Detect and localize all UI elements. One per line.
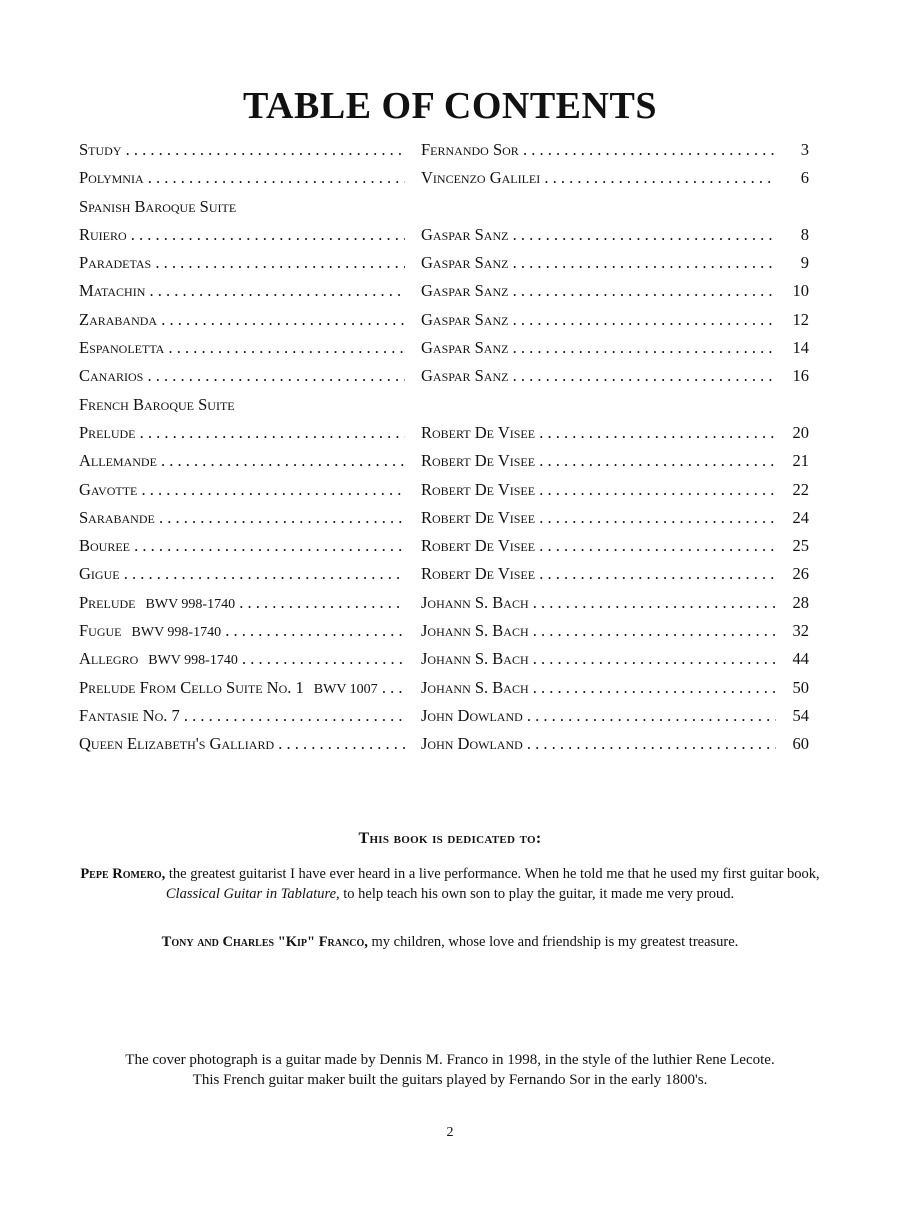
toc-entry	[79, 277, 809, 305]
toc-entry	[79, 249, 809, 277]
toc-entry-page-number: 9	[800, 253, 809, 273]
toc-entry-left	[79, 730, 405, 758]
toc-entry-page-number: 54	[792, 705, 809, 725]
toc-entry-page-number: 32	[792, 621, 809, 641]
toc-entry	[79, 617, 809, 645]
toc-entry	[79, 334, 809, 362]
toc-entry-composer: Gaspar Sanz . . .	[421, 362, 776, 390]
cover-note-line-1: The cover photograph is a guitar made by Dennis M. Franco in 1998, in the style of the luthier Rene Lecote.	[125, 1052, 775, 1068]
toc-entry-composer: John Dowland . . .	[421, 730, 776, 758]
toc-section-heading	[79, 193, 809, 221]
toc-entry-composer: Fernando Sor . . .	[421, 136, 776, 164]
toc-entry	[79, 419, 809, 447]
toc-entry-title: Allemande	[79, 451, 157, 471]
dedication-heading: This book is dedicated to:	[358, 830, 542, 847]
section-heading-text: French Baroque Suite	[79, 394, 235, 414]
toc-entry-page-number: 8	[800, 224, 809, 244]
toc-entry-page-number: 26	[792, 564, 809, 584]
toc-entry	[79, 532, 809, 560]
toc-entry	[79, 702, 809, 730]
toc-entry	[79, 306, 809, 334]
toc-entry	[79, 164, 809, 192]
toc-section-heading	[79, 391, 809, 419]
toc-entry-title: Espanoletta	[79, 338, 165, 358]
toc-entry-page-number: 16	[792, 366, 809, 386]
toc-entry-title: Ruiero	[79, 224, 127, 244]
toc-entry-composer: Robert De Visee . . .	[421, 476, 776, 504]
toc-entry-left	[79, 674, 405, 704]
toc-entry-page-number: 60	[792, 734, 809, 754]
toc-entry-left	[79, 136, 405, 164]
toc-entry-composer: Robert De Visee . . .	[421, 504, 776, 532]
toc-entry-composer: Robert De Visee . . .	[421, 532, 776, 560]
toc-entry-left	[79, 589, 405, 619]
table-of-contents	[79, 136, 809, 759]
page-number: 2	[446, 1125, 454, 1140]
toc-entry	[79, 221, 809, 249]
toc-entry-left	[79, 221, 405, 249]
toc-entry-composer: Robert De Visee . . .	[421, 560, 776, 588]
toc-entry-composer: Johann S. Bach . . .	[421, 617, 776, 645]
toc-entry-left	[79, 334, 405, 362]
toc-entry-page-number: 44	[792, 649, 809, 669]
toc-entry-left	[79, 419, 405, 447]
toc-entry-left	[79, 306, 405, 334]
toc-entry	[79, 504, 809, 532]
dedication-book-title: Classical Guitar in Tablature,	[165, 886, 340, 902]
page-title: TABLE OF CONTENTS	[243, 85, 657, 127]
toc-entry-title: Bouree	[79, 536, 131, 556]
toc-entry-composer: Robert De Visee . . .	[421, 419, 776, 447]
dedication-paragraph-2	[70, 932, 830, 952]
dedication-name-2: Tony and Charles "Kip" Franco,	[161, 934, 368, 950]
toc-entry-composer: Gaspar Sanz . . .	[421, 334, 776, 362]
toc-entry-left	[79, 645, 405, 675]
toc-entry-page-number: 6	[800, 168, 809, 188]
toc-entry-composer: Johann S. Bach . . .	[421, 674, 776, 702]
toc-entry-catalog-number: BWV 1007	[313, 681, 378, 697]
toc-entry-page-number: 22	[792, 479, 809, 499]
toc-entry	[79, 476, 809, 504]
toc-entry-page-number: 50	[792, 677, 809, 697]
toc-entry-left	[79, 164, 405, 192]
toc-entry	[79, 560, 809, 588]
toc-entry-title: Fantasie No. 7	[79, 705, 180, 725]
toc-entry-page-number: 25	[792, 536, 809, 556]
toc-entry-left	[79, 447, 405, 475]
toc-entry-title: Prelude	[79, 422, 136, 442]
toc-entry-composer: Gaspar Sanz . . .	[421, 249, 776, 277]
toc-entry-title: Polymnia	[79, 168, 144, 188]
dedication-name-1: Pepe Romero,	[80, 866, 166, 882]
toc-entry-catalog-number: BWV 998-1740	[131, 625, 222, 641]
toc-entry-composer: Johann S. Bach . . .	[421, 645, 776, 673]
toc-entry-title: Prelude From Cello Suite No. 1	[79, 677, 304, 697]
toc-entry-left	[79, 249, 405, 277]
toc-entry-composer: Robert De Visee . . .	[421, 447, 776, 475]
toc-entry-left	[79, 476, 405, 504]
toc-entry	[79, 589, 809, 617]
toc-entry-catalog-number: BWV 998-1740	[145, 596, 236, 612]
dedication-text-1a: the greatest guitarist I have ever heard in a live performance. When he told me that he used my first guitar book,	[165, 866, 820, 882]
toc-entry-composer: Johann S. Bach . . .	[421, 589, 776, 617]
toc-entry-catalog-number: BWV 998-1740	[148, 653, 238, 669]
toc-entry-left	[79, 617, 405, 647]
toc-entry-left	[79, 532, 405, 560]
toc-entry	[79, 645, 809, 673]
toc-entry-title: Zarabanda	[79, 309, 158, 329]
toc-entry-left	[79, 277, 405, 305]
toc-entry-title: Gavotte	[79, 479, 138, 499]
toc-entry-left	[79, 702, 405, 730]
toc-entry-title: Queen Elizabeth's Galliard	[79, 734, 275, 754]
toc-entry-title: Gigue	[79, 564, 120, 584]
toc-entry-page-number: 3	[800, 140, 809, 159]
toc-entry-composer: Gaspar Sanz . . .	[421, 306, 776, 334]
toc-entry-page-number: 20	[792, 422, 809, 442]
dedication-paragraph-1	[70, 864, 830, 904]
toc-entry-title: Study	[79, 140, 122, 159]
cover-note	[60, 1050, 840, 1090]
toc-entry-composer: Gaspar Sanz . . .	[421, 277, 776, 305]
toc-entry-page-number: 14	[792, 338, 809, 358]
dedication-text-2: my children, whose love and friendship is my greatest treasure.	[367, 934, 739, 950]
toc-entry	[79, 674, 809, 702]
toc-entry-left	[79, 362, 405, 390]
toc-entry-title: Fugue	[79, 621, 122, 641]
toc-entry-composer: Gaspar Sanz . . .	[421, 221, 776, 249]
toc-entry	[79, 136, 809, 164]
toc-entry-title: Canarios	[79, 366, 144, 386]
toc-entry-composer: Vincenzo Galilei . . .	[421, 164, 776, 192]
cover-note-line-2: This French guitar maker built the guitars played by Fernando Sor in the early 1800's.	[192, 1072, 708, 1088]
toc-entry-title: Matachin	[79, 281, 146, 301]
toc-entry	[79, 362, 809, 390]
toc-entry	[79, 447, 809, 475]
toc-entry-left	[79, 504, 405, 532]
toc-entry-title: Allegro	[79, 649, 139, 669]
toc-entry-title: Paradetas	[79, 253, 152, 273]
toc-entry-page-number: 24	[792, 507, 809, 527]
toc-entry-title: Sarabande	[79, 507, 155, 527]
toc-entry-title: Prelude	[79, 592, 136, 612]
toc-entry-page-number: 28	[792, 592, 809, 612]
toc-entry-composer: John Dowland . . .	[421, 702, 776, 730]
dedication-text-1b: to help teach his own son to play the guitar, it made me very proud.	[339, 886, 735, 902]
toc-entry-page-number: 12	[792, 309, 809, 329]
toc-entry-page-number: 21	[792, 451, 809, 471]
toc-entry-left	[79, 560, 405, 588]
toc-entry-page-number: 10	[792, 281, 809, 301]
section-heading-text: Spanish Baroque Suite	[79, 196, 237, 216]
toc-entry	[79, 730, 809, 758]
